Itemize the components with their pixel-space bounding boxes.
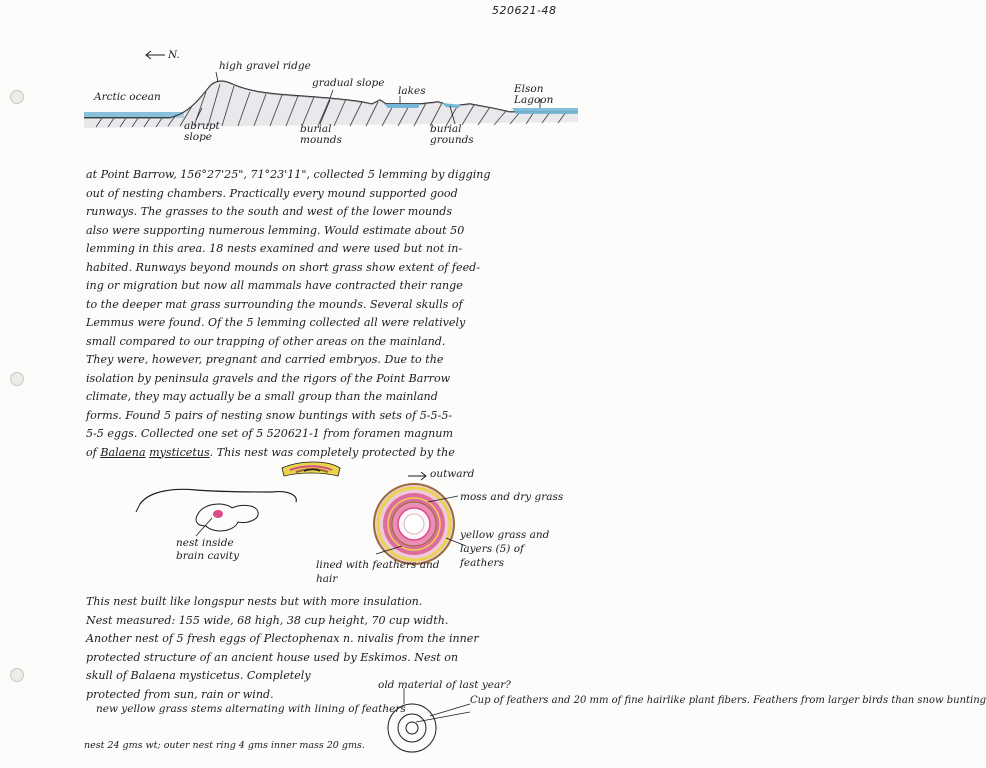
description-line: protected structure of an ancient house used by Eskimos. Nest on	[86, 650, 459, 664]
punch-hole	[10, 372, 24, 386]
lake-water	[384, 104, 420, 108]
journal-line: small compared to our trapping of other areas on the mainland.	[86, 334, 446, 348]
journal-line: climate, they may actually be a small group than the mainland	[86, 390, 438, 403]
nest-in-cavity	[213, 510, 223, 518]
skull-outline	[140, 489, 296, 504]
note-new-grass: new yellow grass stems alternating with lining of feathers	[96, 703, 406, 715]
lagoon-water	[512, 108, 578, 114]
description-line: protected from sun, rain or wind.	[86, 687, 274, 701]
journal-line: out of nesting chambers. Practically every mound supported good	[86, 186, 458, 200]
journal-line: isolation by peninsula gravels and the rigors of the Point Barrow	[86, 371, 451, 385]
journal-line: also were supporting numerous lemming. Would estimate about 50	[86, 223, 465, 237]
label-gradual-slope: gradual slope	[312, 77, 385, 89]
note-weight: nest 24 gms wt; outer nest ring 4 gms inner mass 20 gms.	[84, 740, 365, 751]
label-lagoon: Elson Lagoon	[514, 83, 554, 106]
description-line: Nest measured: 155 wide, 68 high, 38 cup height, 70 cup width.	[86, 613, 449, 627]
journal-line: They were, however, pregnant and carried embryos. Due to the	[86, 353, 444, 366]
north-label: N.	[168, 49, 180, 61]
label-lakes: lakes	[398, 85, 426, 97]
note-cup: Cup of feathers and 20 mm of fine hairlike plant fibers. Feathers from larger birds than snow bunting	[470, 695, 986, 706]
journal-line: ing or migration but now all mammals have contracted their range	[86, 279, 463, 292]
label-burial-mounds: burial mounds	[300, 123, 342, 146]
nest-cross-section	[374, 484, 454, 564]
label-yellow-grass: yellow grass and layers (5) of feathers	[460, 529, 550, 569]
journal-entry	[86, 166, 586, 462]
label-burial-grounds: burial grounds	[430, 123, 474, 146]
journal-line: to the deeper mat grass surrounding the mounds. Several skulls of	[86, 297, 463, 311]
journal-line: runways. The grasses to the south and west of the lower mounds	[86, 205, 453, 218]
journal-fragment-suffix: . This nest was completely protected by the	[209, 445, 455, 459]
journal-fragment-prefix: of	[86, 445, 101, 459]
label-lined: lined with feathers and hair	[316, 559, 440, 585]
label-moss-grass: moss and dry grass	[460, 491, 564, 503]
description-line: This nest built like longspur nests but with more insulation.	[86, 595, 423, 608]
journal-line: Lemmus were found. Of the 5 lemming collected all were relatively	[86, 316, 466, 329]
journal-line: lemming in this area. 18 nests examined and were used but not in-	[86, 242, 463, 255]
label-nest-in-cavity: nest inside brain cavity	[176, 537, 240, 562]
note-old-material: old material of last year?	[378, 679, 511, 691]
description-line: Another nest of 5 fresh eggs of Plectophenax n. nivalis from the inner	[86, 632, 479, 645]
punch-hole	[10, 668, 24, 682]
page-id: 520621-48	[492, 4, 557, 17]
journal-line: forms. Found 5 pairs of nesting snow buntings with sets of 5-5-5-	[86, 408, 453, 422]
label-ocean: Arctic ocean	[94, 91, 161, 103]
journal-fragment-genus: Balaena	[100, 445, 146, 459]
label-outward: outward	[430, 468, 475, 480]
description-line: skull of Balaena mysticetus. Completely	[86, 669, 311, 682]
journal-line: at Point Barrow, 156°27'25", 71°23'11", collected 5 lemming by digging	[86, 168, 491, 181]
journal-line: habited. Runways beyond mounds on short grass show extent of feed-	[86, 260, 481, 274]
label-abrupt-slope: abrupt slope	[184, 120, 220, 143]
brain-cavity	[196, 504, 258, 531]
ocean-water	[84, 112, 184, 118]
journal-line: 5-5 eggs. Collected one set of 5 520621-1 from foramen magnum	[86, 427, 453, 440]
journal-line	[86, 444, 586, 463]
label-ridge: high gravel ridge	[219, 60, 311, 72]
journal-fragment-species: mysticetus	[149, 445, 210, 459]
